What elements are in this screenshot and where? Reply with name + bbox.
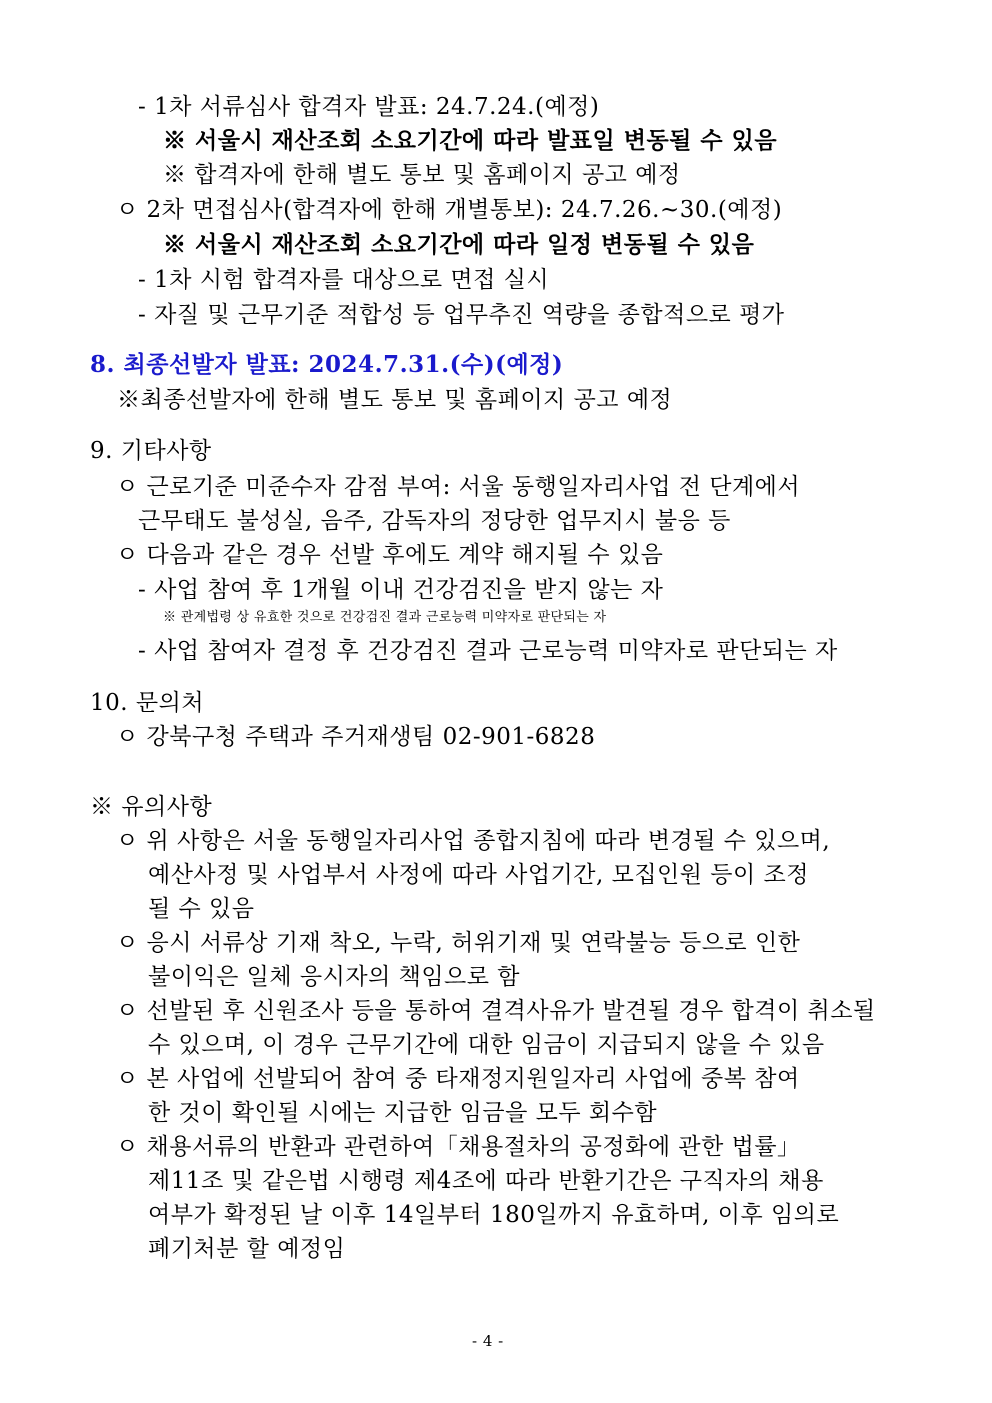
stage1-note-notification: ※ 합격자에 한해 별도 통보 및 홈페이지 공고 예정 bbox=[163, 162, 681, 188]
stage2-item-target: - 1차 시험 합격자를 대상으로 면접 실시 bbox=[138, 267, 550, 293]
note1-line2: 예산사정 및 사업부서 사정에 따라 사업기간, 모집인원 등이 조정 bbox=[148, 862, 809, 888]
section9-item1-line1: ㅇ 근로기준 미준수자 감점 부여: 서울 동행일자리사업 전 단계에서 bbox=[116, 474, 801, 500]
note3-line2: 수 있으며, 이 경우 근무기간에 대한 임금이 지급되지 않을 수 있음 bbox=[148, 1032, 825, 1058]
section10-heading: 10. 문의처 bbox=[90, 690, 205, 716]
note2-line1: ㅇ 응시 서류상 기재 착오, 누락, 허위기재 및 연락불능 등으로 인한 bbox=[116, 930, 801, 956]
section9-item2: ㅇ 다음과 같은 경우 선발 후에도 계약 해지될 수 있음 bbox=[116, 542, 664, 568]
section8-note: ※최종선발자에 한해 별도 통보 및 홈페이지 공고 예정 bbox=[117, 387, 673, 413]
note5-line3: 여부가 확정된 날 이후 14일부터 180일까지 유효하며, 이후 임의로 bbox=[148, 1202, 840, 1228]
section9-item2-sub2: - 사업 참여자 결정 후 건강검진 결과 근로능력 미약자로 판단되는 자 bbox=[138, 638, 838, 664]
note5-line2: 제11조 및 같은법 시행령 제4조에 따라 반환기간은 구직자의 채용 bbox=[148, 1168, 824, 1194]
section10-contact: ㅇ 강북구청 주택과 주거재생팀 02-901-6828 bbox=[116, 724, 596, 750]
section8-heading: 8. 최종선발자 발표: 2024.7.31.(수)(예정) bbox=[90, 351, 564, 378]
section9-item2-sub1: - 사업 참여 후 1개월 이내 건강검진을 받지 않는 자 bbox=[138, 577, 664, 603]
stage2-item-evaluation: - 자질 및 근무기준 적합성 등 업무추진 역량을 종합적으로 평가 bbox=[138, 302, 785, 328]
note1-line1: ㅇ 위 사항은 서울 동행일자리사업 종합지침에 따라 변경될 수 있으며, bbox=[116, 828, 831, 854]
note5-line4: 폐기처분 할 예정임 bbox=[148, 1236, 346, 1262]
note4-line1: ㅇ 본 사업에 선발되어 참여 중 타재정지원일자리 사업에 중복 참여 bbox=[116, 1066, 800, 1092]
stage1-announcement: - 1차 서류심사 합격자 발표: 24.7.24.(예정) bbox=[138, 94, 600, 120]
page-number: - 4 - bbox=[472, 1332, 504, 1350]
section9-item2-sub1-note: ※ 관계법령 상 유효한 것으로 건강검진 결과 근로능력 미약자로 판단되는 자 bbox=[163, 610, 607, 625]
stage2-interview-title: ㅇ 2차 면접심사(합격자에 한해 개별통보): 24.7.26.~30.(예정) bbox=[116, 197, 783, 223]
note3-line1: ㅇ 선발된 후 신원조사 등을 통하여 결격사유가 발견될 경우 합격이 취소될 bbox=[116, 998, 876, 1024]
stage2-note-schedule: ※ 서울시 재산조회 소요기간에 따라 일정 변동될 수 있음 bbox=[163, 231, 755, 258]
stage1-note-property-check: ※ 서울시 재산조회 소요기간에 따라 발표일 변동될 수 있음 bbox=[163, 127, 778, 154]
notes-heading: ※ 유의사항 bbox=[90, 794, 213, 820]
note1-line3: 될 수 있음 bbox=[148, 896, 255, 922]
note5-line1: ㅇ 채용서류의 반환과 관련하여「채용절차의 공정화에 관한 법률」 bbox=[116, 1134, 801, 1160]
section9-heading: 9. 기타사항 bbox=[90, 438, 212, 464]
note4-line2: 한 것이 확인될 시에는 지급한 임금을 모두 회수함 bbox=[148, 1100, 658, 1126]
section9-item1-line2: 근무태도 불성실, 음주, 감독자의 정당한 업무지시 불응 등 bbox=[138, 508, 731, 534]
note2-line2: 불이익은 일체 응시자의 책임으로 함 bbox=[148, 964, 521, 990]
